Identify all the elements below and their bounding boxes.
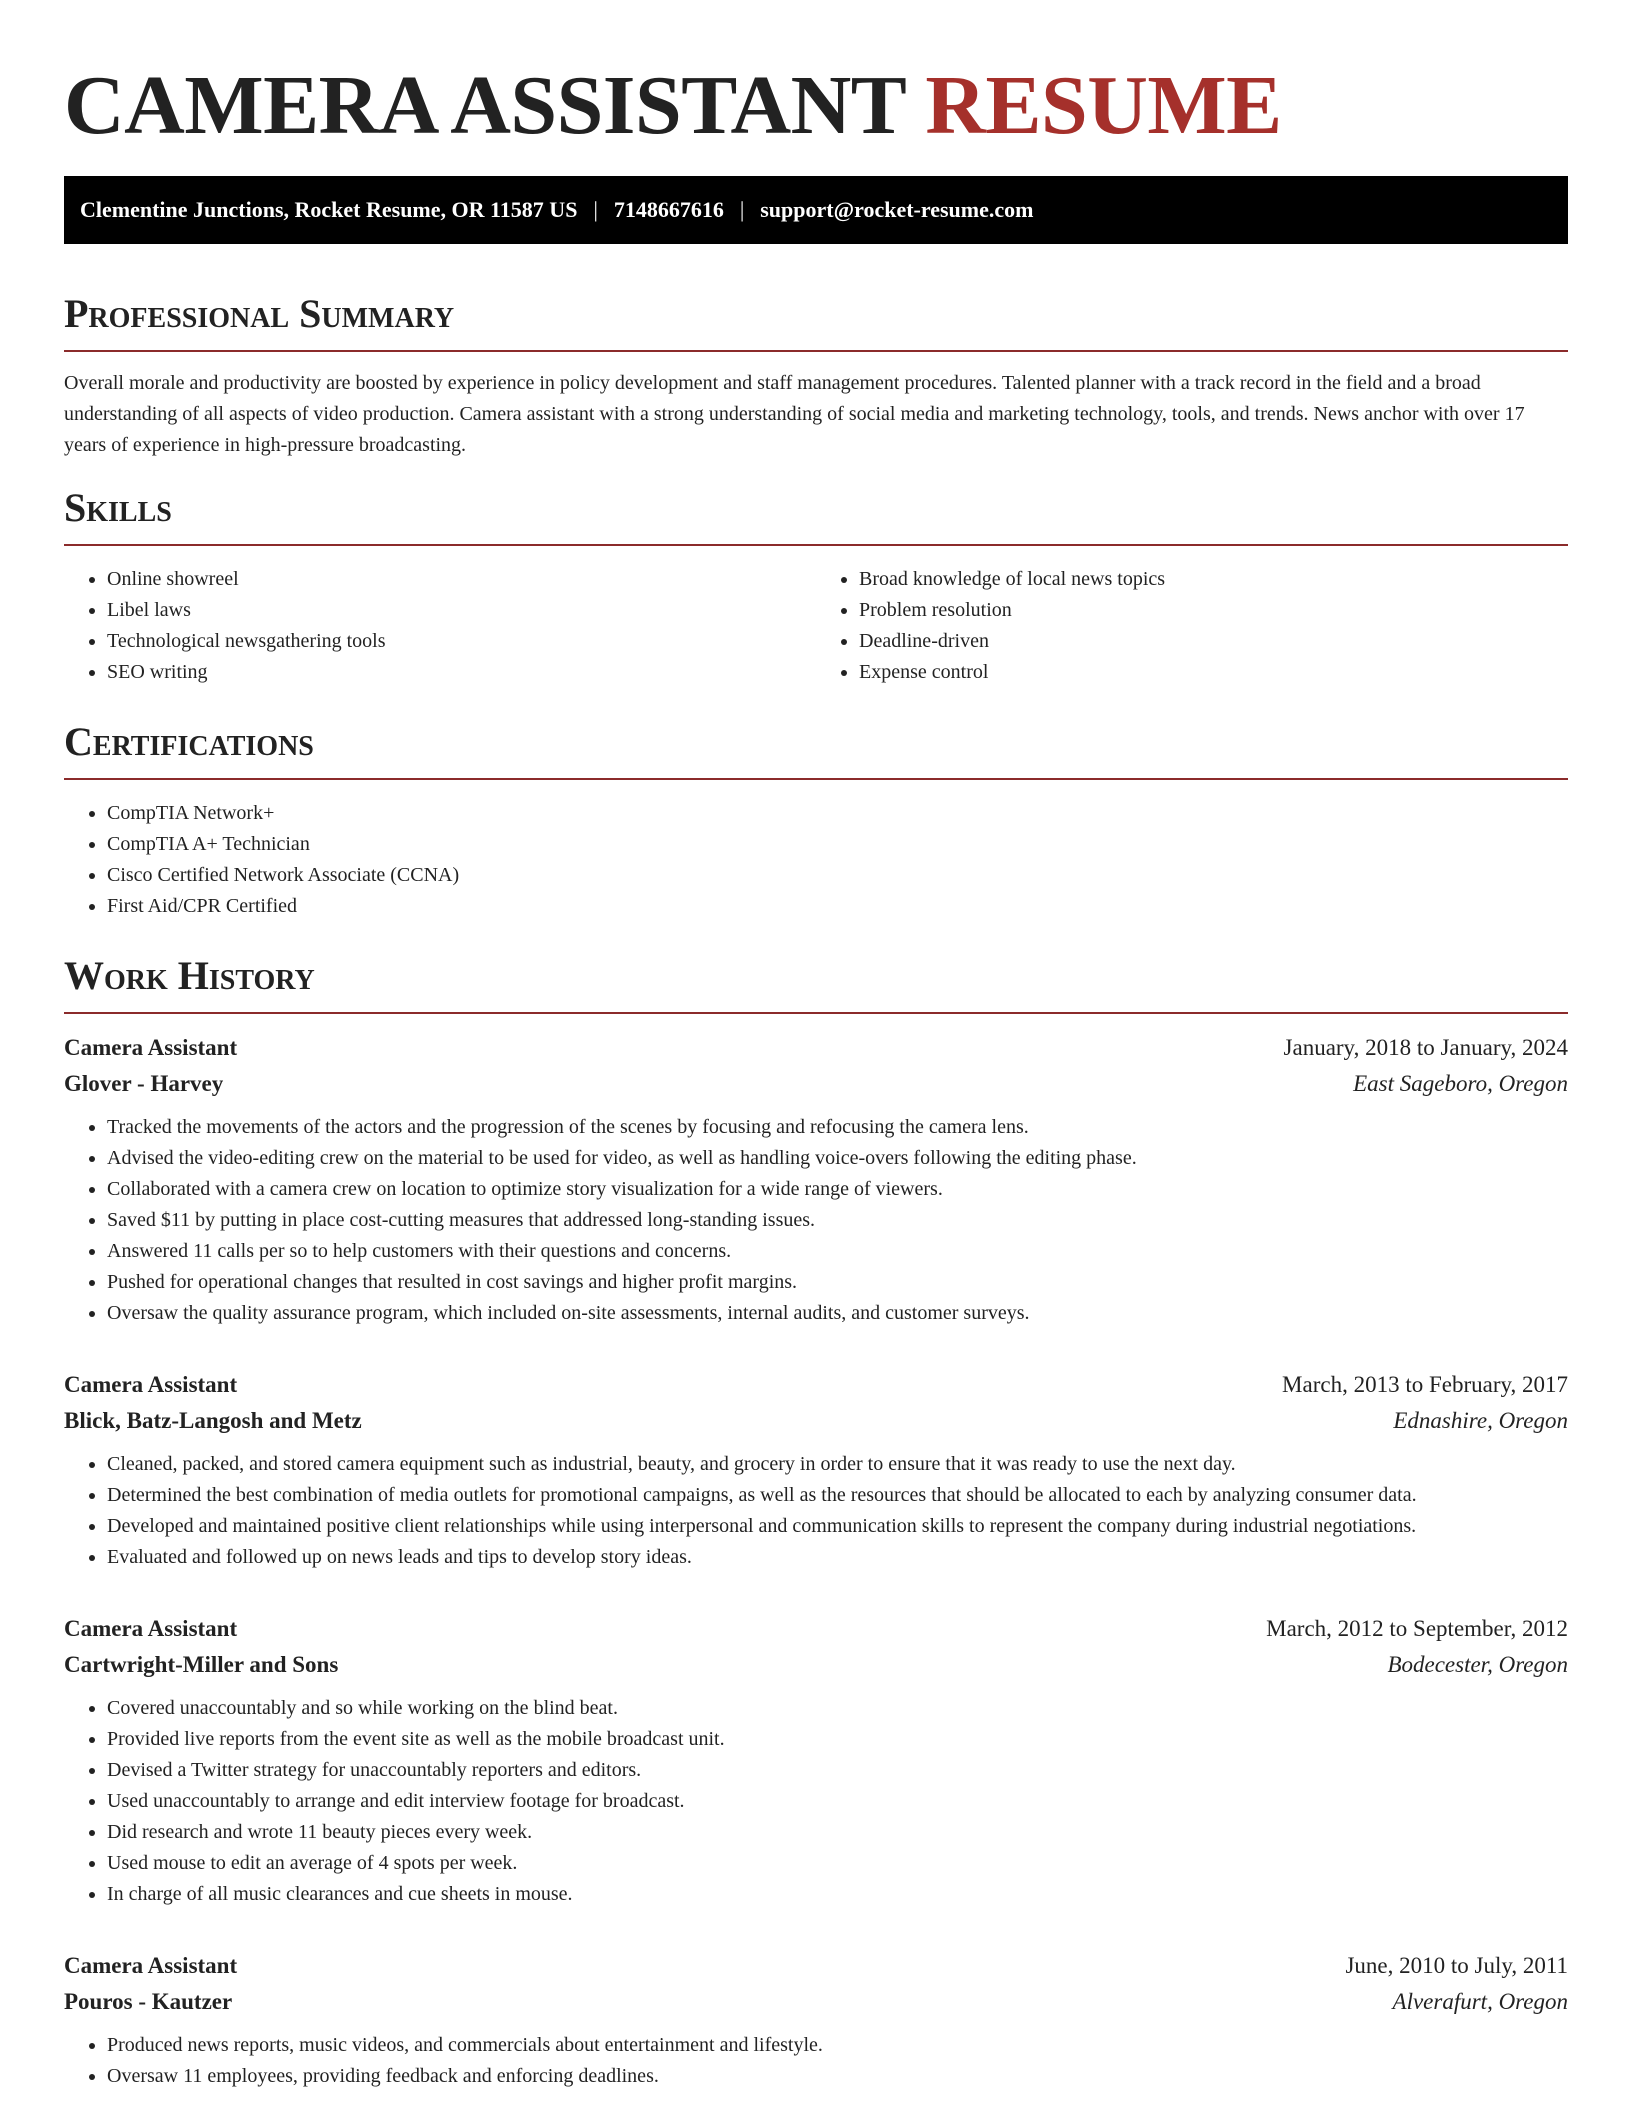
list-item: • Used unaccountably to arrange and edit interview footage for broadcast. [107,1786,1568,1817]
skills-list-left [64,564,816,688]
job-bullets [64,1112,1568,1329]
contact-address: Clementine Junctions, Rocket Resume, OR 11587 US [80,197,578,222]
list-item: • Developed and maintained positive client relationships while using interpersonal and communication skills to represent the company during industrial negotiations. [107,1511,1568,1542]
list-item: • Did research and wrote 11 beauty pieces every week. [107,1817,1568,1848]
job-role-row [64,1367,1568,1403]
summary-text: Overall morale and productivity are boosted by experience in policy development and staff management procedures. Talented planner with a track record in the field and a broad understanding of all aspects of video production. Camera assistant with a strong understanding of social media and marketing technology, tools, and trends. News anchor with over 17 years of experience in high-pressure broadcasting. [64,372,1525,456]
job-dates: January, 2018 to January, 2024 [1283,1035,1568,1060]
list-item: • Used mouse to edit an average of 4 spots per week. [107,1848,1568,1879]
job-role-row [64,1611,1568,1647]
job-role: Camera Assistant [64,1953,238,1978]
list-item: • SEO writing [107,657,816,688]
job-role: Camera Assistant [64,1616,238,1641]
list-item: • Broad knowledge of local news topics [859,564,1568,595]
job-company-row [64,1066,1568,1102]
job-entry [64,1367,1568,1573]
job-company-row [64,1403,1568,1439]
contact-separator: | [593,197,598,222]
job-company: Pouros - Kautzer [64,1989,233,2014]
contact-email: support@rocket-resume.com [760,197,1034,222]
list-item: • Produced news reports, music videos, and commercials about entertainment and lifestyle. [107,2030,1568,2061]
list-item: • Technological newsgathering tools [107,626,816,657]
job-company: Cartwright-Miller and Sons [64,1652,339,1677]
contact-separator: | [739,197,745,222]
list-item: • Pushed for operational changes that resulted in cost savings and higher profit margins. [107,1267,1568,1298]
job-dates: March, 2013 to February, 2017 [1282,1372,1568,1397]
list-item: • Cleaned, packed, and stored camera equipment such as industrial, beauty, and grocery in order to ensure that it was ready to use the next day. [107,1449,1568,1480]
section-heading: Professional Summary [64,291,455,336]
list-item: • Collaborated with a camera crew on location to optimize story visualization for a wide range of viewers. [107,1174,1568,1205]
job-bullets [64,2030,1568,2092]
list-item: • Evaluated and followed up on news leads and tips to develop story ideas. [107,1542,1568,1573]
list-item: • Determined the best combination of media outlets for promotional campaigns, as well as the resources that should be allocated to each by analyzing consumer data. [107,1480,1568,1511]
job-company-row [64,1647,1568,1683]
list-item: • Answered 11 calls per so to help customers with their questions and concerns. [107,1236,1568,1267]
job-location: Ednashire, Oregon [1393,1408,1568,1433]
list-item: • Provided live reports from the event site as well as the mobile broadcast unit. [107,1724,1568,1755]
section-heading: Certifications [64,719,314,764]
job-location: East Sageboro, Oregon [1353,1071,1568,1096]
list-item: • Oversaw the quality assurance program, which included on-site assessments, internal audits, and customer surveys. [107,1298,1568,1329]
list-item: • Saved $11 by putting in place cost-cutting measures that addressed long-standing issues. [107,1205,1568,1236]
job-bullets [64,1693,1568,1910]
list-item: • Cisco Certified Network Associate (CCNA) [107,860,1568,891]
section-divider [64,778,1568,780]
job-company: Glover - Harvey [64,1071,224,1096]
contact-phone: 7148667616 [613,197,724,222]
job-company: Blick, Batz-Langosh and Metz [64,1408,362,1433]
list-item: • Covered unaccountably and so while working on the blind beat. [107,1693,1568,1724]
title-accent: RESUME [925,59,1282,152]
list-item: • CompTIA A+ Technician [107,829,1568,860]
job-company-row [64,1984,1568,2020]
list-item: • Advised the video-editing crew on the material to be used for video, as well as handling voice-overs following the editing phase. [107,1143,1568,1174]
job-bullets [64,1449,1568,1573]
skills-list-right [816,564,1568,688]
list-item: • In charge of all music clearances and cue sheets in mouse. [107,1879,1568,1910]
skills-section [64,484,1568,688]
section-heading: Skills [64,485,172,530]
skills-columns [64,564,1568,688]
section-divider [64,1012,1568,1014]
list-item: • Problem resolution [859,595,1568,626]
work-section [64,952,1568,2092]
title-main: CAMERA ASSISTANT [64,59,905,152]
job-list [64,1030,1568,2092]
job-entry [64,1611,1568,1910]
list-item: • Devised a Twitter strategy for unaccountably reporters and editors. [107,1755,1568,1786]
job-dates: March, 2012 to September, 2012 [1266,1616,1568,1641]
resume-title [64,56,1568,156]
job-role-row [64,1030,1568,1066]
section-divider [64,544,1568,546]
job-role: Camera Assistant [64,1372,238,1397]
certifications-list [64,798,1568,922]
summary-section [64,290,1568,461]
section-divider [64,350,1568,352]
job-location: Bodecester, Oregon [1387,1652,1568,1677]
list-item: • Libel laws [107,595,816,626]
list-item: • Deadline-driven [859,626,1568,657]
list-item: • Online showreel [107,564,816,595]
contact-bar [64,176,1568,244]
list-item: • Expense control [859,657,1568,688]
job-location: Alverafurt, Oregon [1392,1989,1568,2014]
list-item: • Oversaw 11 employees, providing feedback and enforcing deadlines. [107,2061,1568,2092]
job-role-row [64,1948,1568,1984]
job-dates: June, 2010 to July, 2011 [1345,1953,1568,1978]
section-heading: Work History [64,953,315,998]
job-entry [64,1030,1568,1329]
list-item: • Tracked the movements of the actors and the progression of the scenes by focusing and refocusing the camera lens. [107,1112,1568,1143]
job-role: Camera Assistant [64,1035,238,1060]
certifications-section [64,718,1568,922]
resume-page [64,0,1568,2092]
list-item: • CompTIA Network+ [107,798,1568,829]
job-entry [64,1948,1568,2092]
list-item: • First Aid/CPR Certified [107,891,1568,922]
